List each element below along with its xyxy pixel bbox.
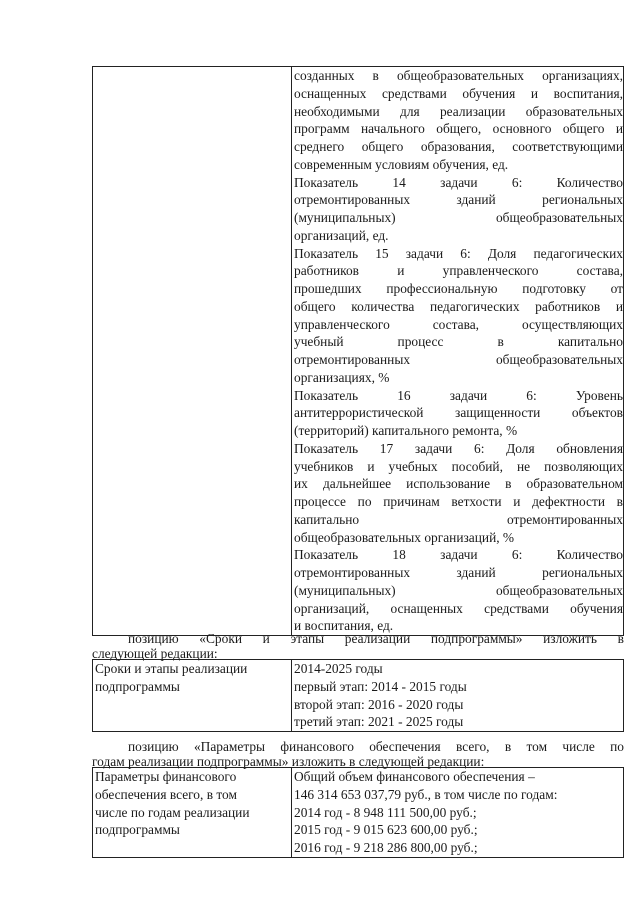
cell-line: необходимыми для реализации образовательных [294, 103, 623, 119]
cell-line: капитально отремонтированных [294, 511, 623, 527]
cell-line: оснащенных средствами обучения и воспитания, [294, 85, 623, 101]
cell-line: (муниципальных) общеобразовательных [294, 210, 623, 225]
cell-line: 2014-2025 годы [294, 661, 383, 676]
cell-line: 2015 год - 9 015 623 600,00 руб.; [294, 822, 478, 838]
cell-line: отремонтированных общеобразовательных [294, 352, 623, 367]
table-right-cell [292, 660, 624, 732]
cell-line: 146 314 653 037,79 руб., в том числе по годам: [294, 786, 558, 802]
table-right-cell [292, 67, 624, 636]
cell-line: числе по годам реализации [95, 804, 250, 820]
cell-line: организациях, % [294, 369, 390, 385]
cell-line: Показатель 18 задачи 6: Количество [294, 547, 623, 563]
cell-line: отремонтированных зданий региональных [294, 192, 623, 208]
cell-line: 2016 год - 9 218 286 800,00 руб.; [294, 840, 478, 855]
cell-line: общеобразовательных организаций, % [294, 529, 515, 545]
table-row [93, 660, 624, 732]
instruction-paragraph [92, 631, 624, 661]
cell-line: Показатель 17 задачи 6: Доля обновления [294, 440, 623, 456]
cell-line: учебный процесс в капитально [294, 334, 623, 350]
cell-line: их дальнейшее использование в образовательном [294, 476, 623, 492]
cell-line: отремонтированных зданий региональных [294, 565, 623, 580]
cell-line: второй этап: 2016 - 2020 годы [294, 696, 464, 712]
financing-table [92, 767, 624, 858]
cell-line: первый этап: 2014 - 2015 годы [294, 678, 467, 694]
cell-line: обеспечения всего, в том [95, 786, 237, 802]
table-row [93, 768, 624, 858]
table-row [93, 67, 624, 636]
cell-line: учебников и учебных пособий, не позволяющих [294, 458, 623, 474]
paragraph-line: позицию «Сроки и этапы реализации подпрограммы» изложить в [128, 631, 624, 646]
cell-line: программ начального общего, основного общего и [294, 121, 623, 137]
cell-line: современным условиям обучения, ед. [294, 156, 509, 172]
cell-line: третий этап: 2021 - 2025 годы [294, 714, 464, 730]
table-left-cell [93, 660, 292, 732]
cell-line: среднего общего образования, соответствующими [294, 139, 623, 154]
cell-line: подпрограммы [95, 678, 180, 694]
instruction-paragraph [92, 739, 624, 769]
cell-line: и воспитания, ед. [294, 618, 394, 634]
cell-line: 2014 год - 8 948 111 500,00 руб.; [294, 804, 477, 820]
cell-line: Показатель 15 задачи 6: Доля педагогических [294, 245, 623, 261]
table-left-cell [93, 768, 292, 858]
cell-line: Общий объем финансового обеспечения – [294, 769, 535, 784]
indicators-table [92, 66, 624, 636]
paragraph-line: годам реализации подпрограммы» изложить в следующей редакции: [92, 754, 485, 769]
cell-line: управленческого состава, осуществляющих [294, 316, 623, 332]
cell-line: прошедших профессиональную подготовку от [294, 281, 623, 296]
cell-line: (муниципальных) общеобразовательных [294, 582, 623, 598]
cell-line: общего количества педагогических работников и [294, 298, 623, 314]
cell-line: (территорий) капитального ремонта, % [294, 423, 518, 438]
table-left-cell [93, 67, 292, 636]
timeline-table [92, 659, 624, 732]
cell-line: антитеррористической защищенности объектов [294, 405, 623, 421]
table-right-cell [292, 768, 624, 858]
cell-line: организаций, ед. [294, 227, 389, 243]
cell-line: Сроки и этапы реализации [95, 661, 248, 676]
paragraph-line: следующей редакции: [92, 646, 218, 661]
cell-line: созданных в общеобразовательных организациях, [294, 68, 623, 83]
cell-line: процессе по причинам ветхости и дефектности в [294, 494, 623, 509]
cell-line: подпрограммы [95, 822, 180, 838]
paragraph-line: позицию «Параметры финансового обеспечения всего, в том числе по [128, 739, 624, 754]
cell-line: Показатель 14 задачи 6: Количество [294, 174, 623, 190]
cell-line: Показатель 16 задачи 6: Уровень [294, 387, 623, 403]
cell-line: организаций, оснащенных средствами обучения [294, 600, 623, 616]
cell-line: Параметры финансового [95, 769, 237, 784]
cell-line: работников и управленческого состава, [294, 263, 623, 279]
